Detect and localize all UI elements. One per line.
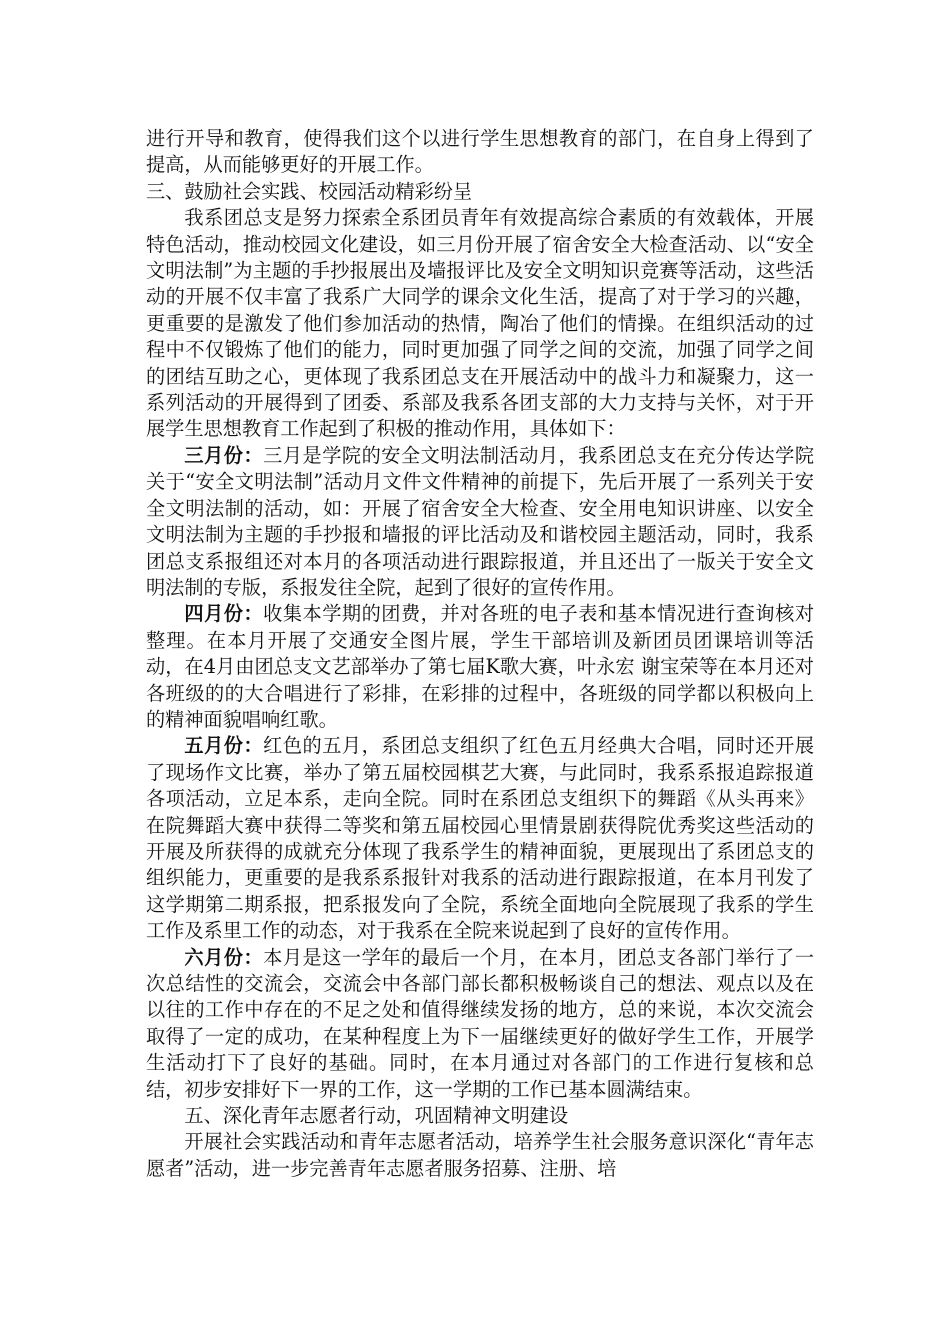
march-paragraph bbox=[146, 443, 814, 601]
intro-paragraph: 进行开导和教育，使得我们这个以进行学生思想教育的部门，在自身上得到了提高，从而能够更好的开展工作。 bbox=[146, 127, 814, 177]
may-text: 红色的五月，系团总支组织了红色五月经典大合唱，同时还开展了现场作文比赛，举办了第五届校园棋艺大赛，与此同时，我系系报追踪报道各项活动，立足本系，走向全院。同时在系团总支组织下的舞蹈《从头再来》在院舞蹈大赛中获得二等奖和第五届校园心里情景剧获得院优秀奖这些活动的开展及所获得的成就充分体现了我系学生的精神面貌，更展现出了系团总支的组织能力，更重要的是我系系报针对我系的活动进行跟踪报道，在本月刊发了这学期第二期系报，把系报发向了全院，系统全面地向全院展现了我系的学生工作及系里工作的动态，对于我系在全院来说起到了良好的宣传作用。 bbox=[146, 734, 815, 943]
may-label: 五月份： bbox=[184, 734, 264, 758]
april-label: 四月份： bbox=[184, 602, 264, 626]
june-paragraph bbox=[146, 945, 814, 1103]
march-text: 三月是学院的安全文明法制活动月，我系团总支在充分传达学院关于“安全文明法制”活动月文件文件精神的前提下，先后开展了一系列关于安全文明法制的活动，如：开展了宿舍安全大检查、安全用电知识讲座、以安全文明法制为主题的手抄报和墙报的评比活动及和谐校园主题活动，同时，我系团总支系报组还对本月的各项活动进行跟踪报道，并且还出了一版关于安全文明法制的专版，系报发往全院，起到了很好的宣传作用。 bbox=[146, 443, 815, 599]
june-text: 本月是这一学年的最后一个月，在本月，团总支各部门举行了一次总结性的交流会，交流会中各部门部长都积极畅谈自己的想法、观点以及在以往的工作中存在的不足之处和值得继续发扬的地方，总的来说，本次交流会取得了一定的成功，在某种程度上为下一届继续更好的做好学生工作，开展学生活动打下了良好的基础。同时，在本月通过对各部门的工作进行复核和总结，初步安排好下一界的工作，这一学期的工作已基本圆满结束。 bbox=[146, 945, 815, 1101]
section-5-paragraph: 开展社会实践活动和青年志愿者活动，培养学生社会服务意识深化“青年志愿者”活动，进一步完善青年志愿者服务招募、注册、培 bbox=[146, 1130, 814, 1180]
april-paragraph bbox=[146, 601, 814, 733]
document-page bbox=[146, 126, 814, 1182]
section-5-heading: 五、深化青年志愿者行动，巩固精神文明建设 bbox=[184, 1104, 569, 1128]
section-3-paragraph: 我系团总支是努力探索全系团员青年有效提高综合素质的有效载体，开展特色活动，推动校园文化建设，如三月份开展了宿舍安全大检查活动、以“安全文明法制”为主题的手抄报展出及墙报评比及安全文明知识竞赛等活动，这些活动的开展不仅丰富了我系广大同学的课余文化生活，提高了对于学习的兴趣，更重要的是激发了他们参加活动的热情，陶冶了他们的情操。在组织活动的过程中不仅锻炼了他们的能力，同时更加强了同学之间的交流，加强了同学之间的团结互助之心，更体现了我系团总支在开展活动中的战斗力和凝聚力，这一系列活动的开展得到了团委、系部及我系各团支部的大力支持与关怀，对于开展学生思想教育工作起到了积极的推动作用，具体如下： bbox=[146, 206, 814, 441]
april-text: 收集本学期的团费，并对各班的电子表和基本情况进行查询核对整理。在本月开展了交通安全图片展，学生干部培训及新团员团课培训等活动，在4月由团总支文艺部举办了第七届K歌大赛，叶永宏 谢宝荣等在本月还对各班级的的大合唱进行了彩排，在彩排的过程中，各班级的同学都以积极向上的精神面貌唱响红歌。 bbox=[146, 602, 815, 731]
may-paragraph bbox=[146, 733, 814, 944]
march-label: 三月份： bbox=[184, 443, 264, 467]
june-label: 六月份： bbox=[184, 945, 264, 969]
section-3-heading: 三、鼓励社会实践、校园活动精彩纷呈 bbox=[146, 179, 473, 203]
